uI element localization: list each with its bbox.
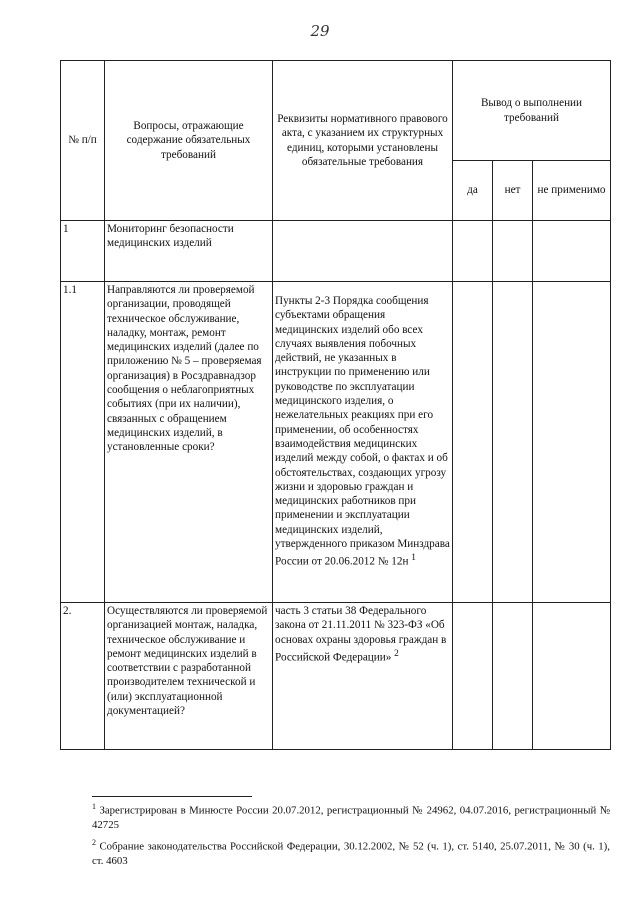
header-questions: Вопросы, отражающие содержание обязательных требований xyxy=(105,61,273,221)
row-number: 2. xyxy=(61,603,105,750)
footnote xyxy=(92,836,610,868)
cell-no xyxy=(493,221,533,282)
cell-no xyxy=(493,603,533,750)
footnote-text: Зарегистрирован в Минюсте России 20.07.2012, регистрационный № 24962, 04.07.2016, регистрационный № 42725 xyxy=(92,804,610,831)
cell-yes xyxy=(453,282,493,603)
cell-not-applicable xyxy=(533,603,611,750)
row-requisite xyxy=(273,221,453,282)
cell-not-applicable xyxy=(533,282,611,603)
requisite-text: часть 3 статьи 38 Федерального закона от 21.11.2011 № 323-ФЗ «Об основах охраны здоровья граждан в Российской Федерации» xyxy=(275,605,447,664)
requirements-table xyxy=(60,60,611,750)
footnote xyxy=(92,800,610,832)
cell-yes xyxy=(453,221,493,282)
header-no: нет xyxy=(493,161,533,221)
footnote-text: Собрание законодательства Российской Федерации, 30.12.2002, № 52 (ч. 1), ст. 5140, 25.07.2011, № 30 (ч. 1), ст. 4603 xyxy=(92,840,610,867)
header-num: № п/п xyxy=(61,61,105,221)
row-question: Направляются ли проверяемой организации, проводящей техническое обслуживание, наладку, монтаж, ремонт медицинских изделий (далее по приложению № 5 – проверяемая организация) в Росздравнадзор сообщения о неблагоприятных событиях (при их наличии), связанных с обращением медицинских изделий, в установленные сроки? xyxy=(105,282,273,603)
table-header-row xyxy=(61,61,611,161)
page-number: 29 xyxy=(310,22,330,40)
header-requisites: Реквизиты нормативного правового акта, с указанием их структурных единиц, которыми установлены обязательные требования xyxy=(273,61,453,221)
footnote-ref: 1 xyxy=(411,553,416,564)
cell-not-applicable xyxy=(533,221,611,282)
cell-yes xyxy=(453,603,493,750)
table-row xyxy=(61,282,611,603)
footnote-ref: 2 xyxy=(394,648,399,659)
header-conclusion: Вывод о выполнении требований xyxy=(453,61,611,161)
row-requisite xyxy=(273,282,453,603)
row-requisite xyxy=(273,603,453,750)
table-row xyxy=(61,221,611,282)
table-row xyxy=(61,603,611,750)
row-number: 1.1 xyxy=(61,282,105,603)
footnote-mark: 1 xyxy=(92,802,96,811)
row-number: 1 xyxy=(61,221,105,282)
footnotes xyxy=(92,800,610,872)
footnote-mark: 2 xyxy=(92,838,96,847)
row-question: Осуществляются ли проверяемой организацией монтаж, наладка, техническое обслуживание и ремонт медицинских изделий в соответствии с разработанной производителем технической и (или) эксплуатационной документацией? xyxy=(105,603,273,750)
footnote-divider xyxy=(92,796,252,797)
header-not-applicable: не применимо xyxy=(533,161,611,221)
header-yes: да xyxy=(453,161,493,221)
requisite-text: Пункты 2-3 Порядка сообщения субъектами обращения медицинских изделий обо всех случаях выявления побочных действий, не указанных в инструкции по применению или руководстве по эксплуатации медицинского изделия, о нежелательных реакциях при его применении, об особенностях взаимодействия медицинских изделий между собой, о фактах и об обстоятельствах, создающих угрозу жизни и здоровью граждан и медицинских работников при применении и эксплуатации медицинских изделий, утвержденного приказом Минздрава России от 20.06.2012 № 12н xyxy=(275,295,450,569)
cell-no xyxy=(493,282,533,603)
row-question: Мониторинг безопасности медицинских изделий xyxy=(105,221,273,282)
